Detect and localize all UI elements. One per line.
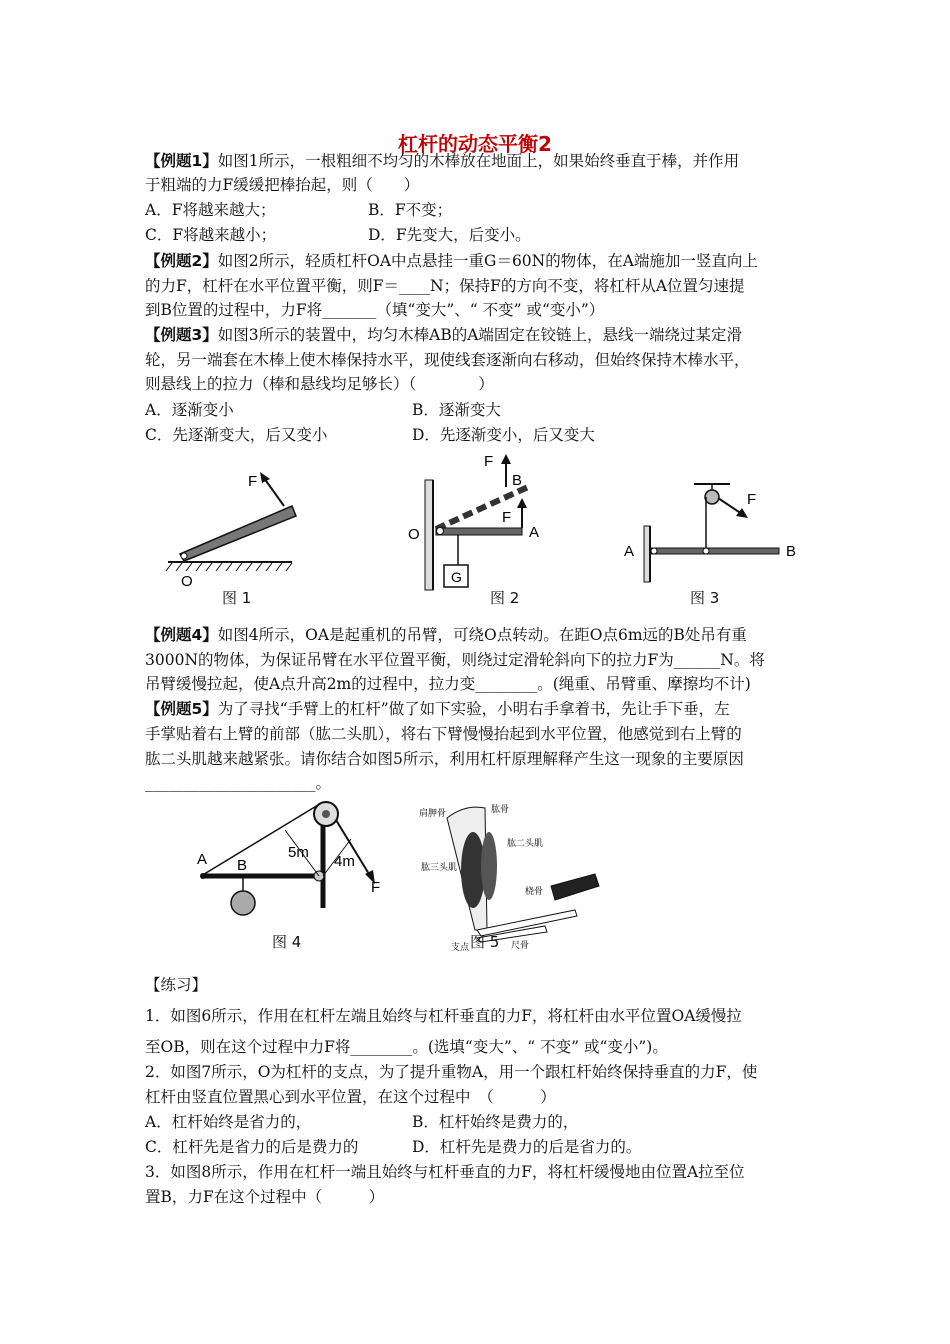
fig2-caption: 图 2 [490,589,520,607]
ex1-option-c: C．F将越来越小； [145,226,277,244]
fig1-rod [180,506,296,561]
practice-q2-option-c: C．杠杆先是省力的后是费力的 [145,1138,359,1156]
fig4-label-b: B [237,857,248,874]
fig5-label-2: 肱骨 [491,804,510,814]
practice-heading: 【练习】 [145,976,208,994]
ex4-tag: 【例题4】 [145,626,218,644]
fig2-label-f-mid: F [502,509,512,526]
ex3-tag: 【例题3】 [145,326,218,344]
fig4-label-5m: 5m [288,844,309,861]
fig1-label-o: O [181,573,193,590]
ex1-option-a: A．F将越来越大； [145,201,276,219]
ex5-tag: 【例题5】 [145,700,218,718]
fig2-wall [425,480,433,590]
fig1-label-f: F [248,473,258,490]
ex3-line2: 轮，另一端套在木棒上使木棒保持水平，现使线套逐渐向右移动，但始终保持木棒水平， [145,351,750,369]
fig2-label-o: O [408,526,420,543]
fig4-label-f: F [371,879,381,896]
fig2-arrowhead-mid [517,498,527,508]
fig1-end [181,553,187,559]
fig5-book [551,874,599,900]
ex3-option-a: A．逐渐变小 [145,401,234,419]
ex4-line3: 吊臂缓慢拉起，使A点升高2m的过程中，拉力变________。(绳重、吊臂重、摩擦均不计) [145,675,751,693]
ex2-line1: 【例题2】如图2所示，轻质杠杆OA中点悬挂一重G＝60N的物体，在A端施加一竖直向上 [145,252,758,270]
practice-q2-option-a: A．杠杆始终是省力的， [145,1113,312,1131]
ex5-line2: 手掌贴着右上臂的前部（肱二头肌），将右下臂慢慢抬起到水平位置，他感觉到右上臂的 [145,725,742,743]
figure-1 [166,472,296,590]
ex1-line1: 【例题1】如图1所示，一根粗细不均匀的木棒放在地面上，如果始终垂直于棒，并作用 [145,152,740,170]
fig5-label-4: 肱三头肌 [421,862,458,872]
fig3-caption: 图 3 [690,589,720,607]
practice-q2-option-d: D．杠杆先是费力的后是省力的。 [412,1138,642,1156]
ex2-line3: 到B位置的过程中，力F将_______（填“变大”、“ 不变” 或“变小”） [145,301,605,319]
ex5-line1: 【例题5】为了寻找“手臂上的杠杆”做了如下实验，小明右手拿着书，先让手下垂，左 [145,700,730,718]
figure-4 [197,802,380,915]
figure-row-2 [185,790,605,958]
ex3-line3: 则悬线上的拉力（棒和悬线均足够长）（ ） [145,375,494,393]
ex3-option-b: B．逐渐变大 [412,401,501,419]
fig2-label-f-top: F [484,453,494,470]
fig4-caption: 图 4 [272,933,302,951]
fig2-label-g: G [451,569,462,585]
fig5-label-7: 尺骨 [511,940,530,950]
practice-q2-option-b: B．杠杆始终是费力的， [412,1113,579,1131]
ex2-line2: 的力F，杠杆在水平位置平衡，则F＝____N；保持F的方向不变，将杠杆从A位置匀速提 [145,277,745,295]
fig2-arrowhead-top [501,454,511,464]
ex4-line2: 3000N的物体，为保证吊臂在水平位置平衡，则绕过定滑轮斜向下的拉力F为______N。将 [145,651,765,669]
ex3-line1: 【例题3】如图3所示的装置中，均匀木棒AB的A端固定在铰链上，悬线一端绕过某定滑 [145,326,742,344]
fig3-label-a: A [624,543,635,560]
fig2-rod-b [436,487,528,529]
fig5-label-3: 肱二头肌 [507,838,544,848]
fig3-arrowhead [736,508,748,518]
ex1-tag: 【例题1】 [145,152,218,170]
fig3-label-f: F [747,491,757,508]
figure-5 [419,803,599,952]
figure-row-1 [150,450,810,610]
fig3-rod [651,548,779,554]
fig5-caption: 图 5 [470,933,500,951]
fig1-caption: 图 1 [222,589,252,607]
fig2-rod-a [436,528,522,535]
fig3-pulley [705,490,719,504]
ex3-option-c: C．先逐渐变大，后又变小 [145,426,328,444]
fig5-label-5: 桡骨 [525,886,544,896]
practice-q2-line2: 杠杆由竖直位置黑心到水平位置，在这个过程中 （ ） [145,1088,556,1106]
ex3-option-d: D．先逐渐变小，后又变大 [412,426,595,444]
ex1-option-d: D．F先变大，后变小。 [368,226,531,244]
practice-q2-line1: 2．如图7所示，O为杠杆的支点，为了提升重物A，用一个跟杠杆始终保持垂直的力F，使 [145,1063,758,1081]
ex5-line3: 肱二头肌越来越紧张。请你结合如图5所示，利用杠杆原理解释产生这一现象的主要原因 [145,750,744,768]
fig1-ground-hatch [166,563,292,571]
fig3-hinge [651,548,657,554]
figure-2 [408,453,539,590]
page-title: 杠杆的动态平衡2 [398,132,552,156]
fig5-label-6: 支点 [451,942,470,952]
fig1-force-arrow [264,478,284,506]
practice-q3-line2: 置B，力F在这个过程中（ ） [145,1188,385,1206]
fig1-arrowhead [260,472,270,483]
practice-q3-line1: 3．如图8所示，作用在杠杆一端且始终与杠杆垂直的力F，将杠杆缓慢地由位置A拉至位 [145,1163,745,1181]
fig2-label-b: B [512,472,523,489]
fig4-label-a: A [197,851,208,868]
practice-q1-line2: 至OB，则在这个过程中力F将________。(选填“变大”、“ 不变” 或“变小”)。 [145,1038,668,1056]
fig3-loop [703,548,709,554]
fig2-label-a: A [529,524,540,541]
ex1-line2: 于粗端的力F缓缓把棒抬起，则（ ） [145,176,420,194]
ex4-line1: 【例题4】如图4所示，OA是起重机的吊臂，可绕O点转动。在距O点6m远的B处吊有重 [145,626,747,644]
fig4-rope [201,802,323,876]
fig4-weight [231,891,255,915]
practice-q1-line1: 1．如图6所示，作用在杠杆左端且始终与杠杆垂直的力F，将杠杆由水平位置OA缓慢拉 [145,1007,742,1025]
ex5-line4: ______________________。 [145,774,332,792]
figure-3 [624,484,796,582]
fig2-pivot [437,528,444,535]
fig5-label-1: 肩胛骨 [419,808,447,818]
ex1-option-b: B．F不变； [368,201,453,219]
fig4-label-4m: 4m [334,853,355,870]
fig3-label-b: B [786,543,797,560]
ex2-tag: 【例题2】 [145,252,218,270]
